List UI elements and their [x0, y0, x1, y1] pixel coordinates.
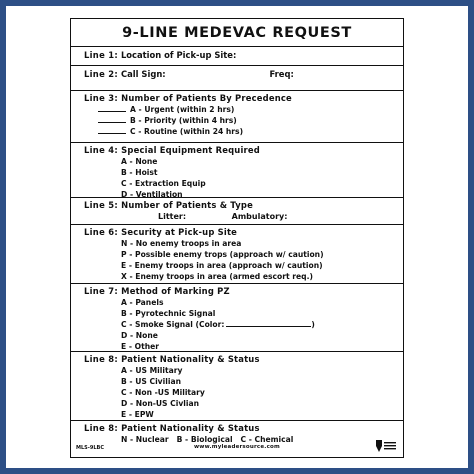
line-7-text: Method of Marking PZ [121, 286, 230, 296]
call-sign-label: Call Sign: [120, 69, 166, 79]
line-2-section [71, 65, 403, 84]
line-1-text: Location of Pick-up Site: [120, 50, 237, 60]
list-item: E - Enemy troops in area (approach w/ caution) [121, 261, 323, 270]
list-item: P - Possible enemy trops (approach w/ caution) [121, 250, 324, 259]
list-item: A - None [121, 157, 158, 166]
line-3-label: Line 3: [84, 93, 119, 103]
list-item: D - None [121, 331, 158, 340]
line-6-section [71, 224, 403, 284]
blank-line [98, 104, 126, 112]
line-8a-label: Line 8: [84, 354, 119, 364]
list-item: C - Non -US Military [121, 388, 205, 397]
list-item: D - Ventilation [121, 190, 183, 199]
line-4-text: Special Equipment Required [121, 145, 260, 155]
line-5-label: Line 5: [84, 200, 119, 210]
list-item: E - Other [121, 342, 160, 351]
line-3-section [71, 90, 403, 142]
list-item: A - Urgent (within 2 hrs) [84, 104, 403, 115]
line-4-section [71, 142, 403, 199]
chemical-option: C - Chemical [240, 435, 294, 444]
line-7-section [71, 283, 403, 351]
list-item: A - US Military [121, 366, 183, 375]
line-5-text: Number of Patients & Type [121, 200, 253, 210]
line-8-nationality-section [71, 351, 403, 420]
line-4-label: Line 4: [84, 145, 119, 155]
list-item: B - Hoist [121, 168, 158, 177]
line-8b-text: Patient Nationality & Status [121, 423, 260, 433]
list-item: A - Panels [121, 298, 164, 307]
list-item: C - Extraction Equip [121, 179, 206, 188]
freq-label: Freq: [269, 69, 294, 79]
biological-option: B - Biological [176, 435, 233, 444]
footer-url: www.myleadersource.com [194, 444, 280, 450]
line-8b-label: Line 8: [84, 423, 119, 433]
blank-line [98, 126, 126, 134]
line-8a-text: Patient Nationality & Status [121, 354, 260, 364]
list-item: B - Pyrotechnic Signal [121, 309, 216, 318]
nuclear-option: N - Nuclear [121, 435, 169, 444]
line-5-section [71, 197, 403, 223]
list-item: C - Routine (within 24 hrs) [84, 126, 403, 137]
line-1-label: Line 1: [84, 50, 119, 60]
ambulatory-label: Ambulatory: [231, 212, 288, 221]
list-item: C - Smoke Signal (Color: ) [121, 320, 315, 329]
list-item: X - Enemy troops in area (armed escort req.) [121, 272, 313, 281]
card-title: 9-LINE MEDEVAC REQUEST [122, 25, 352, 41]
smoke-color-blank [226, 319, 311, 327]
medevac-card [70, 18, 404, 458]
list-item: N - No enemy troops in area [121, 239, 242, 248]
line-7-label: Line 7: [84, 286, 119, 296]
line-1-section [71, 46, 403, 65]
line-6-label: Line 6: [84, 227, 119, 237]
list-item: D - Non-US Civlian [121, 399, 200, 408]
litter-label: Litter: [158, 212, 187, 221]
my-leader-source-logo-icon [375, 439, 397, 455]
list-item: B - Priority (within 4 hrs) [84, 115, 403, 126]
product-code: MLS-9LBC [76, 445, 104, 451]
list-item: E - EPW [121, 410, 154, 419]
list-item: B - US Civilian [121, 377, 181, 386]
line-3-text: Number of Patients By Precedence [121, 93, 292, 103]
line-8-cbrn-section [71, 420, 403, 459]
blank-line [98, 115, 126, 123]
line-6-text: Security at Pick-up Site [121, 227, 238, 237]
line-2-label: Line 2: [84, 69, 119, 79]
